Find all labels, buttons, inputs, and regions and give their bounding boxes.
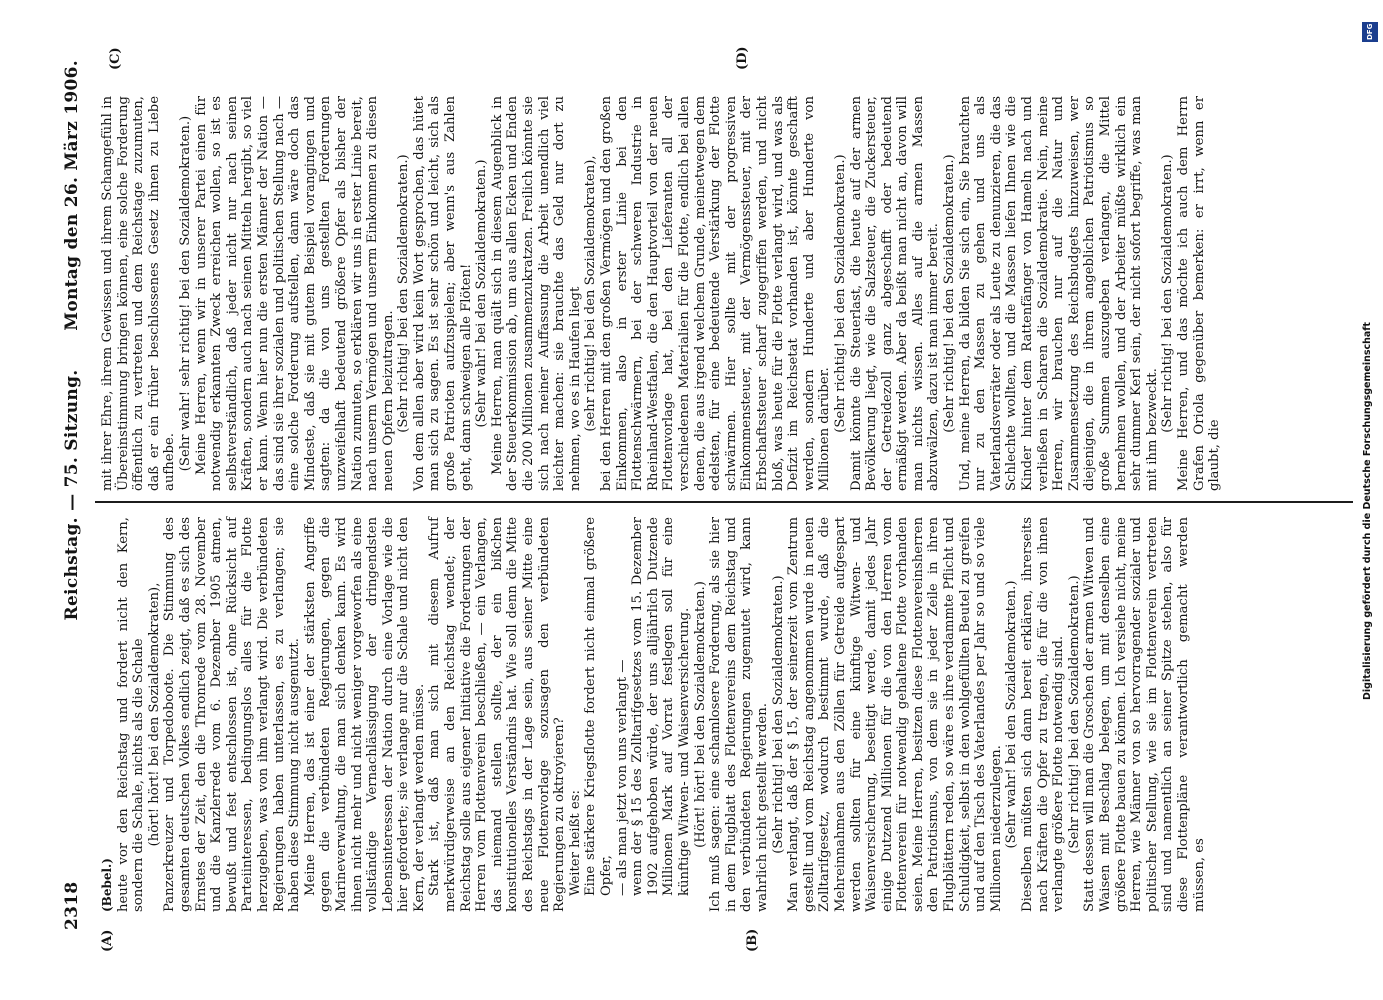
left-column-body (116, 517, 1208, 912)
paragraph: Man verlangt, daß der § 15, der seinerzeit vom Zentrum gestellt und vom Reichstag angenommen wurde in neuen Zolltarifgesetz, wodurch bestimmt wurde, daß die Mehreinnahmen aus den Zöllen für Getreide aufgespart werden sollten für eine künftige Witwen- und Waisenversicherung, beseitigt werde, damit jedes Jahr einige Dutzend Millionen für die von den Herren vom Flottenverein für notwendig gehaltene Flotte vorhanden seien. Meine Herren, besitzen diese Flottenvereinsherren den Patriotismus, von dem sie in jeder Zeile in ihren Flugblättern reden, so wäre es ihre verdammte Pflicht und Schuldigkeit, selbst in den wohlgefüllten Beutel zu greifen und auf den Tisch des Vaterlandes per Jahr so und so viele Millionen niederzulegen. (786, 517, 1004, 912)
paragraph: Ich muß sagen: eine schamlosere Forderung, als sie hier in dem Flugblatt des Flottenvereins dem Reichstag und den verbündeten Regierungen zugemutet wird, kann wahrlich nicht gestellt werden. (708, 517, 770, 912)
paragraph: Weiter heißt es: (567, 790, 583, 896)
interjection: (Hört! hört! bei den Sozialdemokraten.) (692, 581, 708, 848)
column-divider (95, 501, 1353, 503)
paragraph: Eine stärkere Kriegsflotte fordert nicht einmal größere Opfer, (583, 517, 614, 896)
digitization-credit (1362, 22, 1378, 702)
paragraph: — als man jetzt von uns verlangt — (614, 659, 630, 896)
session-date: Montag den 26. März 1906. (62, 60, 82, 331)
marker-b: (B) (745, 928, 760, 952)
marker-d: (D) (735, 46, 750, 70)
interjection: (Sehr richtig! bei den Sozialdemokraten.) (832, 154, 848, 433)
credit-text: Digitalisierung gefördert durch die Deutsche Forschungsgemeinschaft (1362, 322, 1373, 700)
paragraph: heute vor den Reichstag und fordert nicht den Kern, sondern die Schale, nichts als die Schale (115, 517, 147, 912)
left-column (100, 517, 1207, 912)
paragraph: Damit könnte die Steuerlast, die heute auf der armen Bevölkerung liegt, wie die Salzsteuer, die Zuckersteuer, der Getreidezoll ganz abgeschafft oder bedeutend ermäßigt werden. Aber da beißt man nicht an, davon will man nichts wissen. Alles auf die armen Massen abzuwälzen, dazu ist man immer bereit. (848, 96, 942, 491)
marker-a: (A) (100, 929, 115, 952)
interjection: (hört! hört! bei den Sozialdemokraten), (146, 582, 162, 847)
paragraph: Meine Herren, das ist einer der stärksten Angriffe gegen die verbündeten Regierungen, gegen die Marineverwaltung, die man sich denken kann. Es wird ihnen nicht mehr und nicht weniger vorgeworfen als eine vollständige Vernachlässigung der dringendsten Lebensinteressen der Nation durch eine Vorlage wie die hier geforderte; sie verlange nur die Schale und nicht den Kern, der verlangt werden müsse. (302, 517, 427, 912)
interjection: (Sehr wahr! sehr richtig! bei den Sozialdemokraten.) (177, 115, 193, 472)
interjection: (Sehr richtig! bei den Sozialdemokraten.) (770, 575, 786, 854)
paragraph: bei den Herren mit den großen Vermögen und den großen Einkommen, also in erster Linie bei den Flottenschwärmern, bei der schweren Industrie in Rheinland-Westfalen, die den Hauptvorteil von der neuen Flottenvorlage hat, bei den Lieferanten all der verschiedenen Materialien für die Flotte, endlich bei allen denen, die aus irgend welchem Grunde, meinetwegen dem edelsten, für eine bedeutende Verstärkung der Flotte schwärmen. Hier sollte mit der progressiven Einkommensteuer, mit der Vermögenssteuer, mit der Erbschaftssteuer scharf zugegriffen werden, und nicht bloß, was heute für die Flotte verlangt wird, und was als Defizit im Reichsetat vorhanden ist, könnte geschafft werden, sondern Hunderte und aber Hunderte von Millionen darüber. (599, 96, 833, 491)
paragraph: wenn der § 15 des Zolltarifgesetzes vom 15. Dezember 1902 aufgehoben würde, der uns alljährlich Dutzende Millionen Mark auf Vorrat festlegen soll für eine künftige Witwen- und Waisenversicherung. (630, 517, 692, 896)
interjection: (Sehr wahr! bei den Sozialdemokraten.) (1004, 580, 1020, 849)
paragraph: Von dem allen aber wird kein Wort gesprochen, das hütet man sich zu sagen. Es ist sehr schön und leicht, sich als große Patrioten aufzuspielen; aber wenn's aus Zahlen geht, dann schweigen alle Flöten! (411, 96, 474, 491)
interjection: (Sehr richtig! bei den Sozialdemokraten.) (1066, 575, 1082, 854)
session-title: Reichstag. — 75. Sitzung. (62, 369, 82, 621)
paragraph: Statt dessen will man die Groschen der armen Witwen und Waisen mit Beschlag belegen, um mit denselben eine größere Flotte bauen zu können. Ich versiehe nicht, meine Herren, wie Männer von so hervorragender sozialer und politischer Stellung, wie sie im Flottenverein vertreten sind und namentlich an seiner Spitze stehen, also für diese Flottenpläne verantwortlich gemacht werden müssen, es (1082, 517, 1207, 912)
speaker-tag: (Bebel.) (100, 858, 114, 912)
paragraph: Meine Herren, und das möchte ich auch dem Herrn Grafen Oriola gegenüber bemerken: er irrt, wenn er glaubt, die (1175, 96, 1223, 491)
interjection: (Sehr richtig! bei den Sozialdemokraten.) (396, 154, 412, 433)
paragraph: Und, meine Herren, da bilden Sie sich ein, Sie brauchten nur zu den Massen zu gehen und uns als Vaterlandsverräter oder als Leute zu denunzieren, die das Schlechte wollten, und die Massen liefen Ihnen wie die Kinder hinter dem Rattenfänger von Hameln nach und verließen in Scharen die Sozialdemokratie. Nein, meine Herren, wir brauchen nur auf die Natur und Zusammensetzung des Reichsbudgets hinzuweisen, wer diejenigen, die in ihrem angeblichen Patriotismus so große Summen auszugeben verlangen, die Mittel hernehmen wollen, und der Arbeiter müßte wirklich ein sehr dummer Kerl sein, der nicht sofort begriffe, was man mit ihm bezweckt. (957, 96, 1160, 491)
marker-c: (C) (108, 47, 123, 70)
page-number: 2318 (62, 881, 82, 930)
paragraph: mit ihrer Ehre, ihrem Gewissen und ihrem Schamgefühl in Übereinstimmung bringen können, eine solche Forderung öffentlich zu vertreten und dem Reichstage zuzumuten, daß er ein früher beschlossenes Gesetz ihnen zu Liebe aufhebe. (100, 96, 178, 491)
paragraph: Meine Herren, wenn wir in unserer Partei einen für notwendig erkannten Zweck erreichen wollen, so ist es selbstverständlich, daß jeder nicht nur nach seinen Kräften, sondern auch nach seinen Mitteln hergibt, so viel er kann. Wenn hier nun die ersten Männer der Nation — das sind sie ihrer sozialen und politischen Stellung nach — eine solche Forderung aufstellen, dann wäre doch das Mindeste, daß sie mit gutem Beispiel vorangingen und sagten: da die von uns gestellten Forderungen unzweifelhaft bedeutend größere Opfer als bisher der Nation zumuten, so erklären wir uns in erster Linie bereit, nach unserm Vermögen und unserm Einkommen zu diesen neuen Opfern beizutragen. (193, 95, 396, 491)
interjection: (sehr richtig! bei den Sozialdemokraten), (583, 155, 599, 432)
interjection: (Sehr wahr! bei den Sozialdemokraten.) (474, 159, 490, 428)
paragraph: Stark ist, daß man sich mit diesem Aufruf merkwürdigerweise an den Reichstag wendet; der Reichstag solle aus eigener Initiative die Forderungen der Herren vom Flottenverein beschließen, — ein Verlangen, das niemand stellen sollte, der ein bißchen konstitutionelles Verständnis hat. Wie soll denn die Mitte des Reichstags in der Lage sein, aus seiner Mitte eine neue Flottenvorlage sozusagen den verbündeten Regierungen zu oktroyieren? (427, 517, 568, 912)
paragraph: Dieselben müßten sich dann bereit erklären, ihrerseits nach Kräften die Opfer zu tragen, die für die von ihnen verlangte größere Flotte notwendig sind. (1020, 517, 1067, 912)
paragraph: Panzerkreuzer und Torpedoboote. Die Stimmung des gesamten deutschen Volkes endlich zeigt, daß es sich des Ernstes der Zeit, den die Thronrede vom 28. November und die Kanzlerrede vom 6. Dezember 1905 atmen, bewußt und fest entschlossen ist, ohne Rücksicht auf Parteiinteressen, bedingungslos alles für die Flotte herzugeben, was von ihm verlangt wird. Die verbündeten Regierungen haben unterlassen, es zu verlangen; sie haben diese Stimmung nicht ausgenutzt. (162, 517, 303, 912)
right-column-body (100, 96, 1223, 491)
interjection: (Sehr richtig! bei den Sozialdemokraten.) (942, 154, 958, 433)
dfg-logo: DFG (1362, 22, 1378, 42)
page-header (62, 60, 90, 930)
right-column (100, 96, 1223, 491)
interjection: (Sehr richtig! bei den Sozialdemokraten.) (1160, 154, 1176, 433)
paragraph: Meine Herren, man quält sich in diesem Augenblick in der Steuerkommission ab, um aus allen Ecken und Enden die 200 Millionen zusammenzukratzen. Freilich könnte sie sich nach meiner Auffassung die Arbeit unendlich viel leichter machen: sie brauchte das Geld nur dort zu nehmen, wo es in Haufen liegt (489, 96, 583, 491)
